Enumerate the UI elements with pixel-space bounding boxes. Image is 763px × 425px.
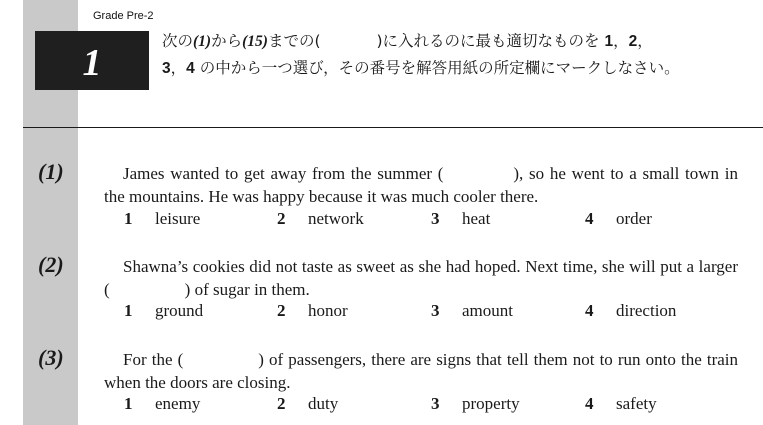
- instruction-line-1: 次の(1)から(15)までの( )に入れるのに最も適切なものを 1，2，: [162, 32, 653, 50]
- choice-2: 2 duty: [277, 394, 339, 413]
- answer-choices: [124, 394, 744, 416]
- choice-2: 2 network: [277, 209, 364, 228]
- choice-1: 1 enemy: [124, 394, 201, 413]
- instructions: [162, 28, 752, 82]
- section-number: 1: [82, 41, 102, 84]
- choice-4: 4 direction: [585, 301, 677, 320]
- choice-2: 2 honor: [277, 301, 348, 320]
- section-number-box: [35, 31, 149, 90]
- question-number: (1): [38, 159, 64, 184]
- choice-1: 1 ground: [124, 301, 204, 320]
- question-number: (2): [38, 252, 64, 277]
- choice-3: 3 amount: [431, 301, 513, 320]
- header-divider: [23, 127, 763, 128]
- question-text: James wanted to get away from the summer ( ), so he went to a small town in the mountains. He was happy because it was much cooler there.: [104, 164, 738, 206]
- choice-1: 1 leisure: [124, 209, 201, 228]
- question-text: Shawna’s cookies did not taste as sweet as she had hoped. Next time, she will put a larger ( ) of sugar in them.: [104, 257, 738, 299]
- question-text: For the ( ) of passengers, there are signs that tell them not to run onto the train when the doors are closing.: [104, 350, 738, 392]
- instruction-line-2: 3，4 の中から一つ選び，その番号を解答用紙の所定欄にマークしなさい。: [162, 59, 680, 77]
- question-number: (3): [38, 345, 64, 370]
- answer-choices: [124, 209, 744, 231]
- answer-choices: [124, 301, 744, 323]
- choice-4: 4 safety: [585, 394, 657, 413]
- choice-3: 3 property: [431, 394, 520, 413]
- grade-label: Grade Pre-2: [93, 10, 154, 22]
- choice-3: 3 heat: [431, 209, 491, 228]
- choice-4: 4 order: [585, 209, 652, 228]
